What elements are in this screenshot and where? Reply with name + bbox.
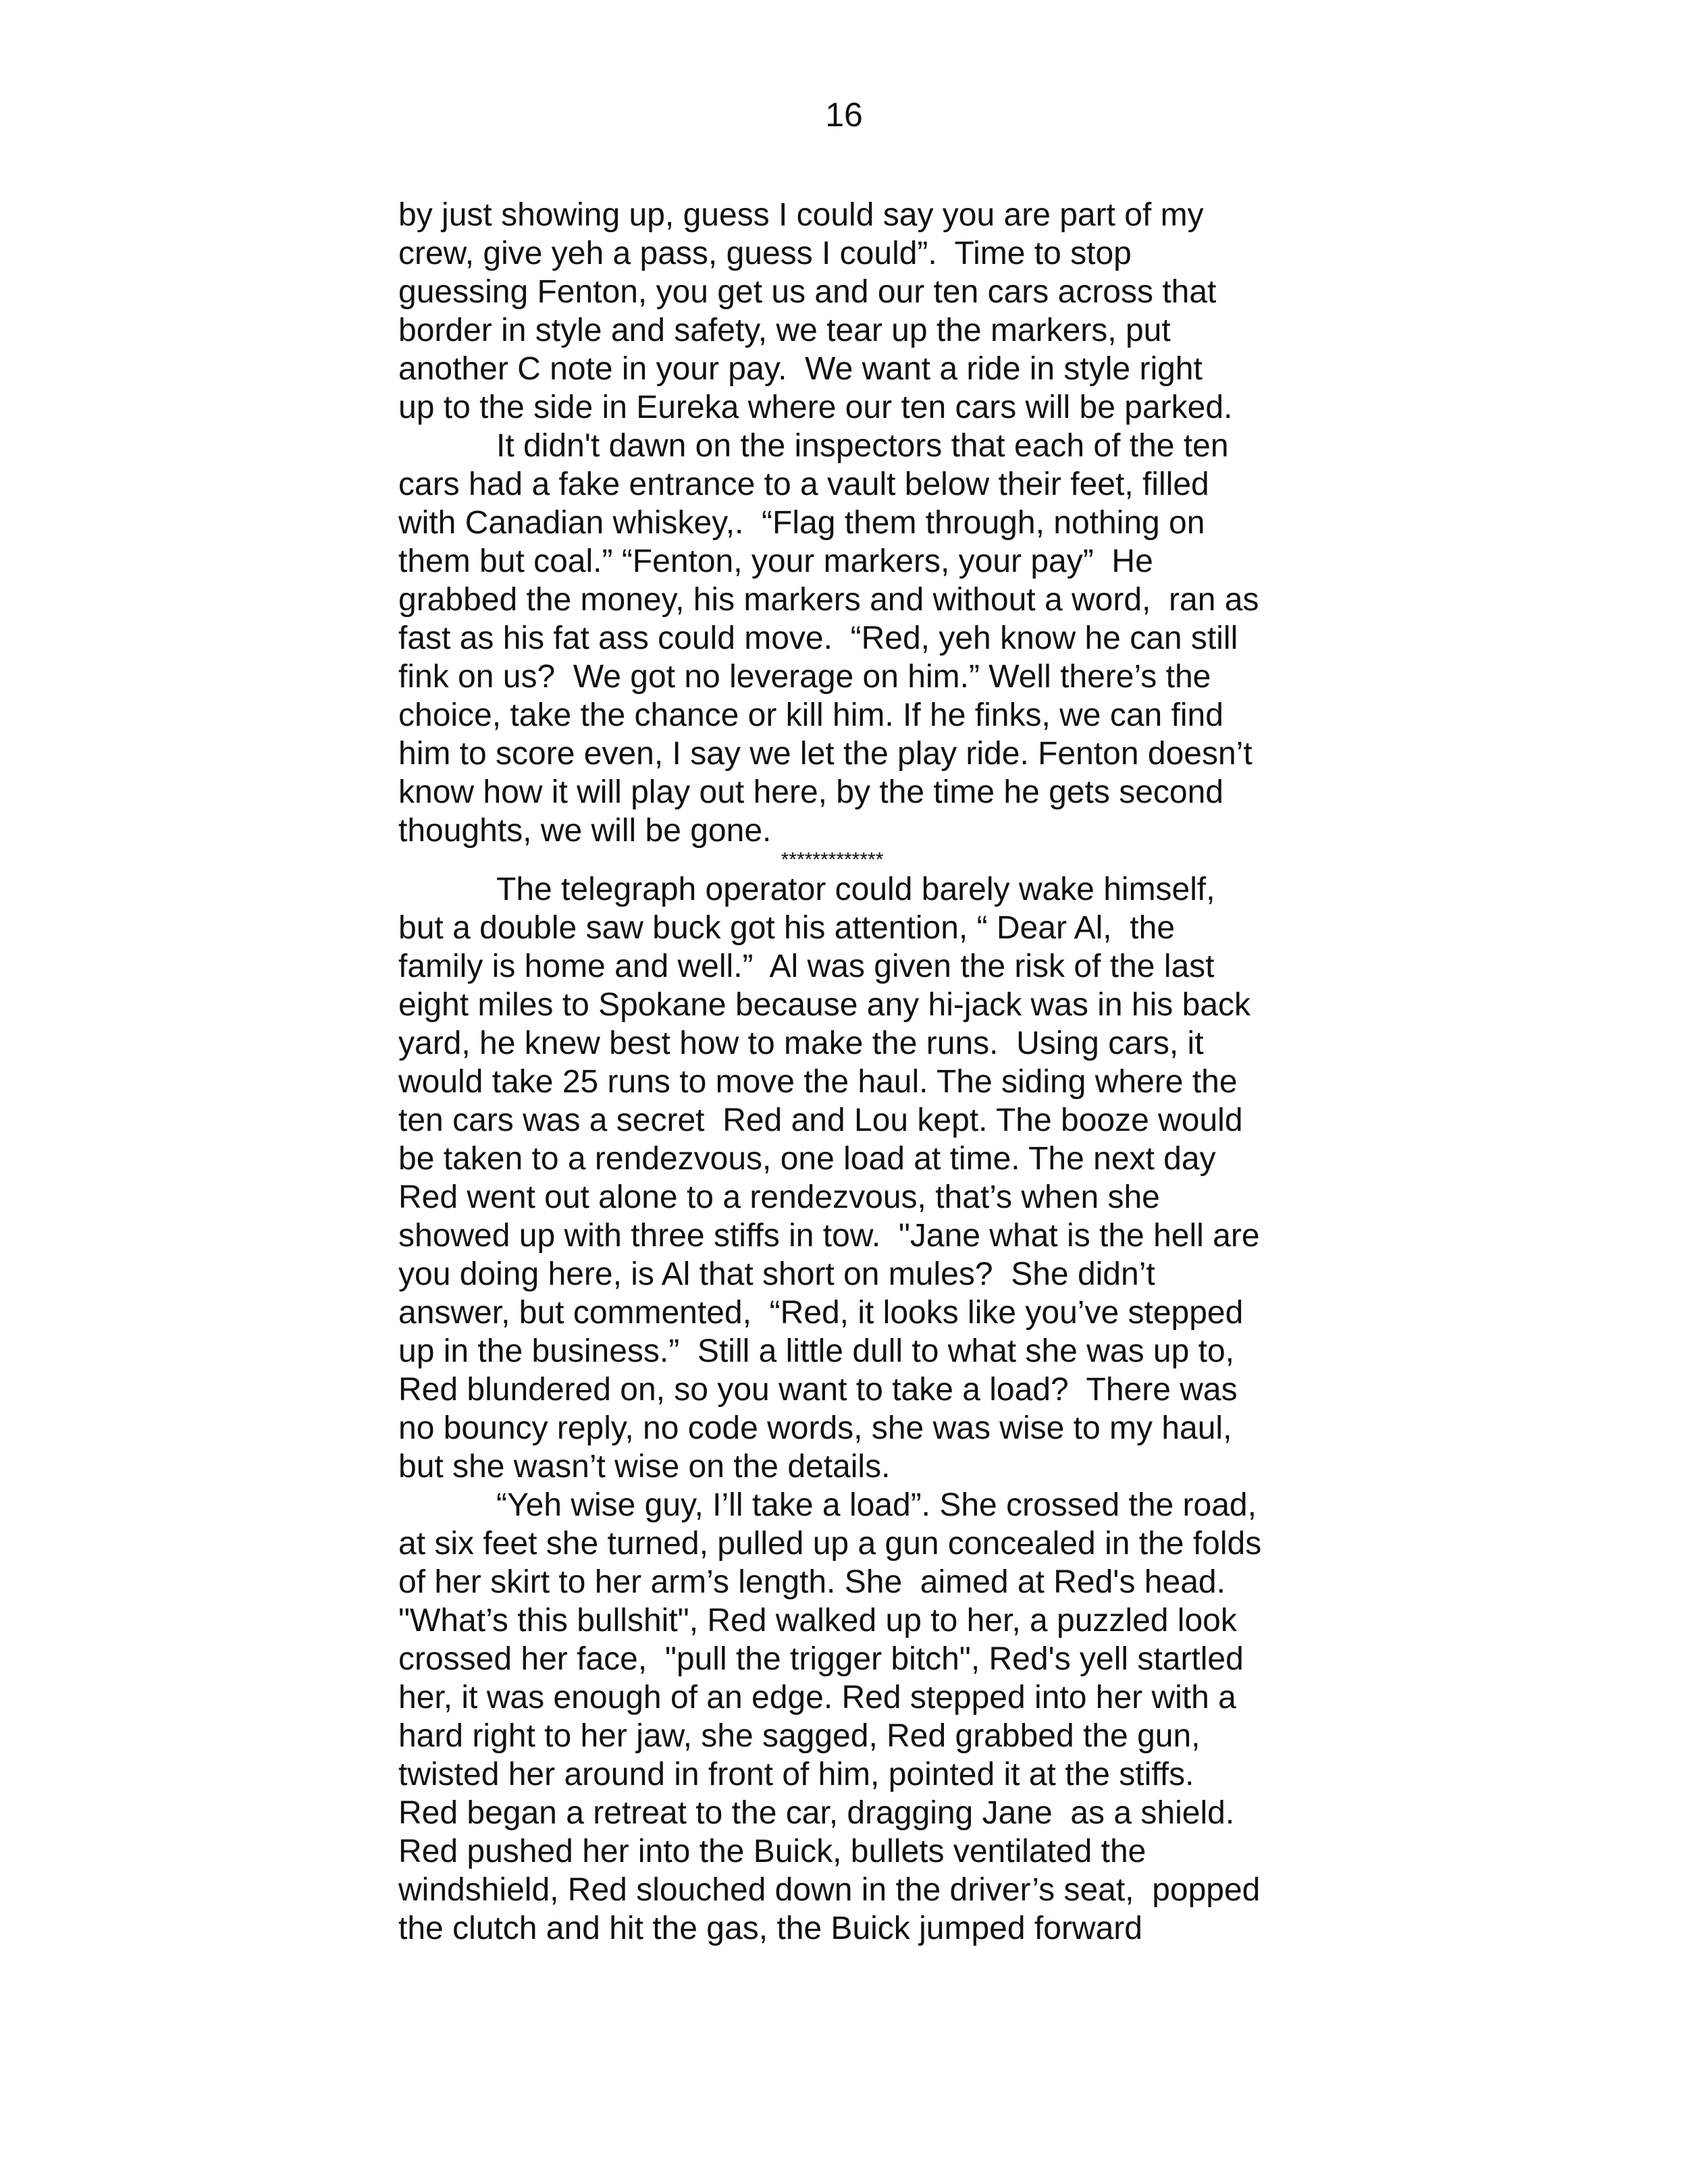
text-line: The telegraph operator could barely wake himself, (496, 872, 1215, 907)
text-line: "What’s this bullshit", Red walked up to her, a puzzled look (398, 1603, 1237, 1639)
page-number: 16 (825, 96, 863, 134)
text-line: no bouncy reply, no code words, she was wise to my haul, (398, 1410, 1232, 1446)
text-line: answer, but commented, “Red, it looks like you’ve stepped (398, 1295, 1244, 1331)
text-line: windshield, Red slouched down in the driver’s seat, popped (398, 1872, 1261, 1908)
text-line: showed up with three stiffs in tow. "Jane what is the hell are (398, 1218, 1260, 1254)
text-line: up in the business.” Still a little dull to what she was up to, (398, 1333, 1234, 1369)
text-line: another C note in your pay. We want a ride in style right (398, 351, 1203, 387)
text-line: at six feet she turned, pulled up a gun concealed in the folds (398, 1526, 1262, 1562)
text-line: the clutch and hit the gas, the Buick jumped forward (398, 1911, 1142, 1946)
text-line: “Yeh wise guy, I’ll take a load”. She crossed the road, (496, 1487, 1257, 1523)
text-line: be taken to a rendezvous, one load at time. The next day (398, 1141, 1216, 1177)
text-line: guessing Fenton, you get us and our ten cars across that (398, 274, 1217, 310)
text-line: crossed her face, "pull the trigger bitch", Red's yell startled (398, 1641, 1244, 1677)
text-line: Red began a retreat to the car, dragging Jane as a shield. (398, 1795, 1235, 1831)
body-text (398, 196, 1310, 1948)
text-line: eight miles to Spokane because any hi-jack was in his back (398, 987, 1251, 1023)
text-line: choice, take the chance or kill him. If he finks, we can find (398, 697, 1223, 733)
text-line: cars had a fake entrance to a vault below their feet, filled (398, 467, 1209, 502)
text-line: thoughts, we will be gone. (398, 813, 772, 849)
text-line: up to the side in Eureka where our ten cars will be parked. (398, 390, 1233, 425)
text-line: hard right to her jaw, she sagged, Red grabbed the gun, (398, 1718, 1201, 1754)
text-line: but she wasn’t wise on the details. (398, 1449, 891, 1485)
text-line: ten cars was a secret Red and Lou kept. The booze would (398, 1102, 1243, 1138)
text-line: crew, give yeh a pass, guess I could”. Time to stop (398, 236, 1132, 271)
text-line: but a double saw buck got his attention, “ Dear Al, the (398, 910, 1176, 946)
text-line: of her skirt to her arm’s length. She aimed at Red's head. (398, 1564, 1225, 1600)
text-line: twisted her around in front of him, pointed it at the stiffs. (398, 1757, 1194, 1792)
text-line: yard, he knew best how to make the runs. Using cars, it (398, 1026, 1204, 1061)
text-line: border in style and safety, we tear up the markers, put (398, 313, 1171, 348)
text-line: him to score even, I say we let the play ride. Fenton doesn’t (398, 736, 1252, 772)
text-line: family is home and well.” Al was given the risk of the last (398, 949, 1215, 984)
text-line: fast as his fat ass could move. “Red, yeh know he can still (398, 620, 1238, 656)
text-line: Red blundered on, so you want to take a load? There was (398, 1372, 1238, 1408)
text-line: Red pushed her into the Buick, bullets ventilated the (398, 1834, 1146, 1869)
text-line: you doing here, is Al that short on mules? She didn’t (398, 1256, 1155, 1292)
text-line: her, it was enough of an edge. Red stepped into her with a (398, 1680, 1236, 1715)
section-separator: ************* (781, 849, 884, 871)
text-line: would take 25 runs to move the haul. The siding where the (398, 1064, 1238, 1100)
text-line: them but coal.” “Fenton, your markers, your pay” He (398, 543, 1153, 579)
text-section-1 (398, 196, 1310, 850)
text-line: know how it will play out here, by the time he gets second (398, 774, 1223, 810)
text-line: with Canadian whiskey,. “Flag them through, nothing on (398, 505, 1205, 541)
text-line: grabbed the money, his markers and without a word, ran as (398, 582, 1259, 618)
text-line: fink on us? We got no leverage on him.” Well there’s the (398, 659, 1211, 695)
text-line: It didn't dawn on the inspectors that each of the ten (496, 428, 1229, 464)
text-section-2 (398, 870, 1310, 1948)
text-line: Red went out alone to a rendezvous, that’s when she (398, 1179, 1160, 1215)
text-line: by just showing up, guess I could say you are part of my (398, 197, 1204, 233)
